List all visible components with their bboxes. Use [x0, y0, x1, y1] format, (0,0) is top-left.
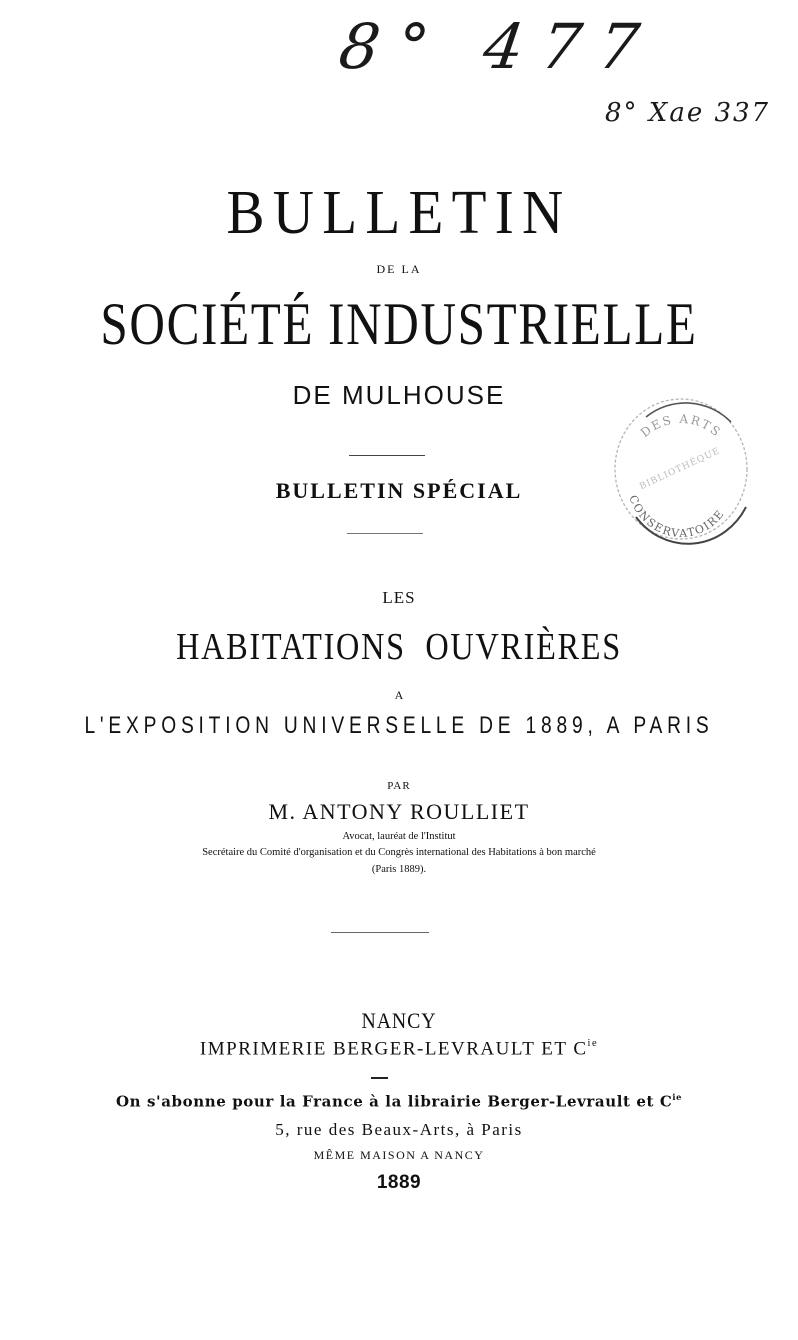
author-name: M. ANTONY ROULLIET — [268, 799, 530, 824]
svg-text:DES ARTS: DES ARTS — [637, 411, 725, 441]
imprint-printer — [0, 1038, 798, 1060]
svg-text:BIBLIOTHÈQUE: BIBLIOTHÈQUE — [638, 446, 722, 493]
library-stamp-icon — [606, 387, 756, 547]
imprint-city: NANCY — [361, 1008, 437, 1033]
imprint-year: 1889 — [376, 1172, 422, 1193]
work-subtitle: L'EXPOSITION UNIVERSELLE DE 1889, A PARIS — [84, 712, 714, 739]
author-role: Secrétaire du Comité d'organisation et du Congrès international des Habitations à bon marché — [202, 847, 596, 858]
svg-text:CONSERVATOIRE: CONSERVATOIRE — [626, 493, 728, 541]
divider-rule — [347, 533, 423, 534]
imprint-subscription-sup: ie — [672, 1092, 683, 1102]
imprint-subscription-text: On s'abonne pour la France à la librairie Berger-Levrault et C — [115, 1092, 673, 1111]
imprint-printer-text: IMPRIMERIE BERGER-LEVRAULT ET C — [199, 1038, 588, 1060]
author-credential: Avocat, lauréat de l'Institut — [342, 831, 456, 842]
imprint-subscription-note — [0, 1092, 798, 1111]
divider-rule — [371, 1077, 388, 1079]
work-title-connector: A — [394, 688, 404, 702]
title-societe-industrielle: SOCIÉTÉ INDUSTRIELLE — [100, 291, 698, 357]
author-role-year: (Paris 1889). — [371, 864, 427, 875]
divider-rule — [331, 932, 429, 933]
work-title: HABITATIONS OUVRIÈRES — [176, 626, 622, 668]
handwritten-shelf-mark: 8° 477 — [334, 10, 662, 83]
title-de-la: DE LA — [376, 262, 422, 276]
imprint-address: 5, rue des Beaux-Arts, à Paris — [275, 1120, 523, 1139]
imprint-same-house: MÊME MAISON A NANCY — [313, 1148, 485, 1162]
series-title: BULLETIN SPÉCIAL — [275, 478, 523, 503]
handwritten-call-number: 8° Xae 337 — [605, 98, 771, 128]
work-title-prefix: LES — [382, 588, 416, 607]
author-by: PAR — [387, 780, 411, 792]
title-de-mulhouse: DE MULHOUSE — [292, 380, 506, 410]
imprint-printer-sup: ie — [587, 1038, 599, 1049]
divider-rule — [349, 455, 425, 456]
title-bulletin: BULLETIN — [226, 179, 572, 247]
